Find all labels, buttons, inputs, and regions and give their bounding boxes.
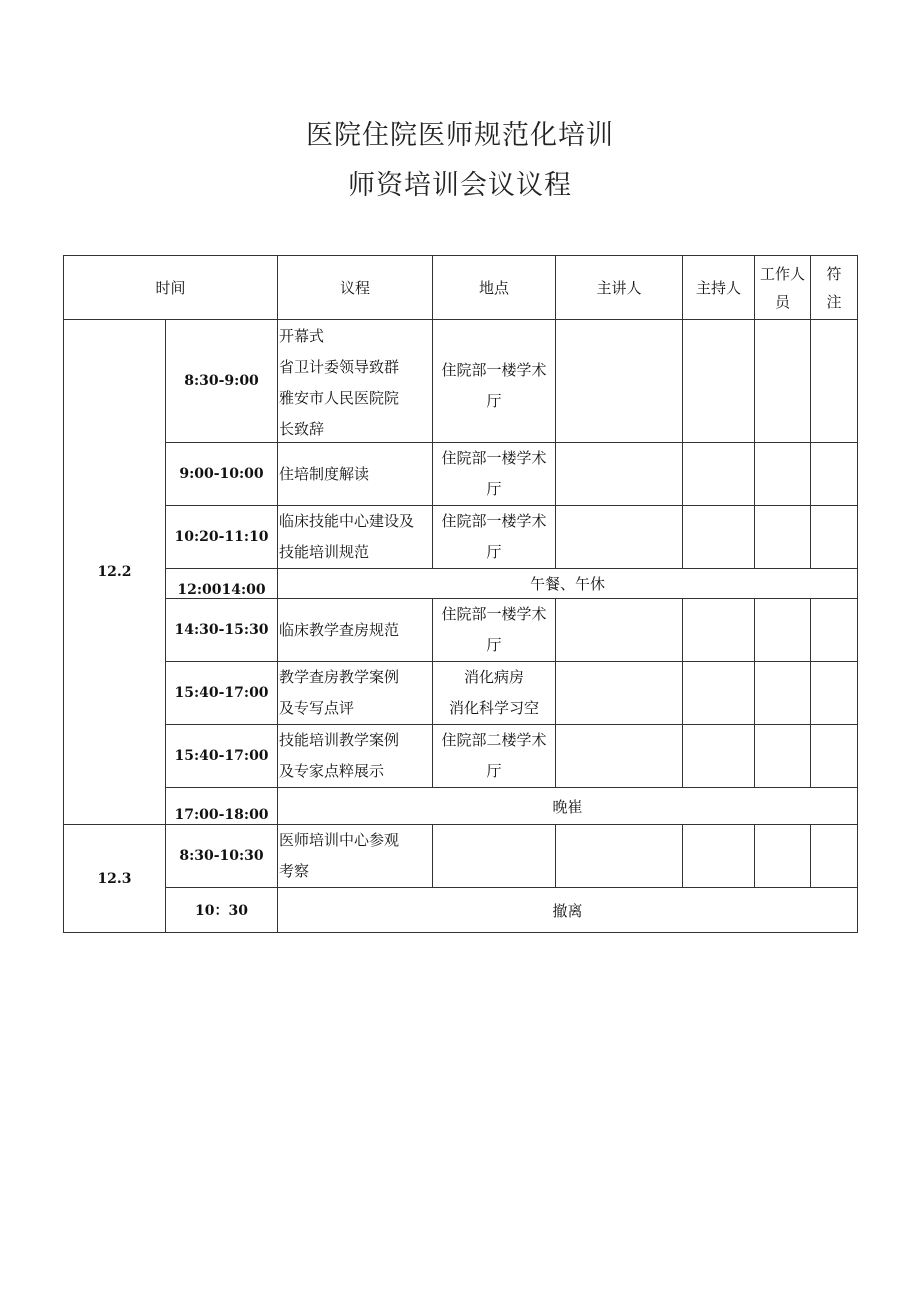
place-line: 住院部一楼学术 — [441, 361, 547, 379]
note-cell — [811, 320, 858, 443]
agenda-line: 开幕式 — [279, 326, 325, 345]
header-place: 地点 — [433, 256, 556, 320]
agenda-line: 临床技能中心建设及 — [279, 512, 415, 530]
header-note — [811, 256, 858, 320]
staff-cell — [755, 825, 811, 888]
agenda-line: 省卫计委领导致群 — [279, 357, 400, 376]
speaker-cell — [556, 662, 683, 725]
place-line: 厅 — [486, 543, 502, 561]
time-cell: 12:0014:00 — [166, 569, 278, 599]
speaker-cell — [556, 599, 683, 662]
place-line: 住院部一楼学术 — [441, 449, 547, 467]
table-row — [64, 825, 858, 888]
place-line: 厅 — [486, 480, 502, 498]
place-line: 住院部一楼学术 — [441, 512, 547, 530]
merged-cell: 晚崔 — [278, 788, 858, 825]
agenda-line: 考察 — [279, 862, 310, 880]
place-cell — [433, 599, 556, 662]
host-cell — [683, 599, 755, 662]
staff-cell — [755, 506, 811, 569]
table-row — [64, 506, 858, 569]
host-cell — [683, 725, 755, 788]
agenda-line: 雅安市人民医院院 — [279, 388, 400, 407]
note-cell — [811, 662, 858, 725]
note-cell — [811, 725, 858, 788]
agenda-line: 及专写点评 — [279, 699, 355, 717]
staff-cell — [755, 320, 811, 443]
staff-cell — [755, 725, 811, 788]
header-note-line1: 符 — [826, 264, 842, 283]
agenda-line: 技能培训规范 — [279, 543, 370, 561]
place-line: 厅 — [486, 392, 502, 410]
agenda-cell — [278, 662, 433, 725]
header-agenda: 议程 — [278, 256, 433, 320]
agenda-line: 医师培训中心参观 — [279, 831, 400, 849]
agenda-cell — [278, 443, 433, 506]
place-line: 消化病房 — [464, 668, 525, 686]
place-cell — [433, 825, 556, 888]
speaker-cell — [556, 825, 683, 888]
header-note-line2: 注 — [826, 292, 842, 311]
place-cell — [433, 662, 556, 725]
header-host: 主持人 — [683, 256, 755, 320]
time-cell: 15:40-17:00 — [166, 662, 278, 725]
place-cell — [433, 506, 556, 569]
table-row — [64, 569, 858, 599]
time-cell: 10:20-11:10 — [166, 506, 278, 569]
note-cell — [811, 443, 858, 506]
time-cell: 8:30-10:30 — [166, 825, 278, 888]
title-line-1: 医院住院医师规范化培训 — [306, 120, 614, 151]
note-cell — [811, 825, 858, 888]
agenda-line: 技能培训教学案例 — [279, 731, 400, 749]
agenda-cell — [278, 599, 433, 662]
place-cell — [433, 725, 556, 788]
table-row — [64, 788, 858, 825]
table-row — [64, 599, 858, 662]
table-row — [64, 662, 858, 725]
place-line: 厅 — [486, 636, 502, 654]
agenda-cell — [278, 506, 433, 569]
place-cell — [433, 320, 556, 443]
place-line: 住院部一楼学术 — [441, 605, 547, 623]
header-time: 时间 — [64, 256, 278, 320]
date-cell: 12.2 — [64, 320, 166, 825]
host-cell — [683, 506, 755, 569]
host-cell — [683, 320, 755, 443]
speaker-cell — [556, 320, 683, 443]
place-line: 住院部二楼学术 — [441, 731, 547, 749]
table-row — [64, 725, 858, 788]
staff-cell — [755, 662, 811, 725]
agenda-cell — [278, 825, 433, 888]
speaker-cell — [556, 725, 683, 788]
time-cell: 15:40-17:00 — [166, 725, 278, 788]
agenda-line: 长致辞 — [279, 419, 325, 438]
table-row — [64, 320, 858, 443]
note-cell — [811, 599, 858, 662]
header-row — [64, 256, 858, 320]
host-cell — [683, 825, 755, 888]
title-line-2: 师资培训会议议程 — [348, 170, 572, 201]
table-row — [64, 888, 858, 933]
date-cell: 12.3 — [64, 825, 166, 933]
header-staff — [755, 256, 811, 320]
speaker-cell — [556, 506, 683, 569]
header-speaker: 主讲人 — [556, 256, 683, 320]
staff-cell — [755, 443, 811, 506]
place-line: 厅 — [486, 762, 502, 780]
agenda-line: 住培制度解读 — [279, 464, 370, 483]
note-cell — [811, 506, 858, 569]
agenda-line: 教学查房教学案例 — [279, 668, 400, 686]
place-cell — [433, 443, 556, 506]
staff-cell — [755, 599, 811, 662]
agenda-cell — [278, 725, 433, 788]
host-cell — [683, 443, 755, 506]
time-cell: 10：30 — [166, 888, 278, 933]
header-staff-line2: 员 — [775, 292, 791, 311]
place-line: 消化科学习空 — [449, 699, 540, 717]
header-staff-line1: 工作人 — [760, 264, 806, 283]
merged-cell: 午餐、午休 — [278, 569, 858, 599]
speaker-cell — [556, 443, 683, 506]
table-row — [64, 443, 858, 506]
time-cell: 9:00-10:00 — [166, 443, 278, 506]
agenda-line: 临床教学查房规范 — [279, 620, 400, 639]
time-cell: 8:30-9:00 — [166, 320, 278, 443]
time-cell: 14:30-15:30 — [166, 599, 278, 662]
merged-cell: 撤离 — [278, 888, 858, 933]
host-cell — [683, 662, 755, 725]
agenda-cell — [278, 320, 433, 443]
time-cell: 17:00-18:00 — [166, 788, 278, 825]
agenda-line: 及专家点粹展示 — [279, 762, 385, 780]
agenda-table — [63, 255, 858, 933]
